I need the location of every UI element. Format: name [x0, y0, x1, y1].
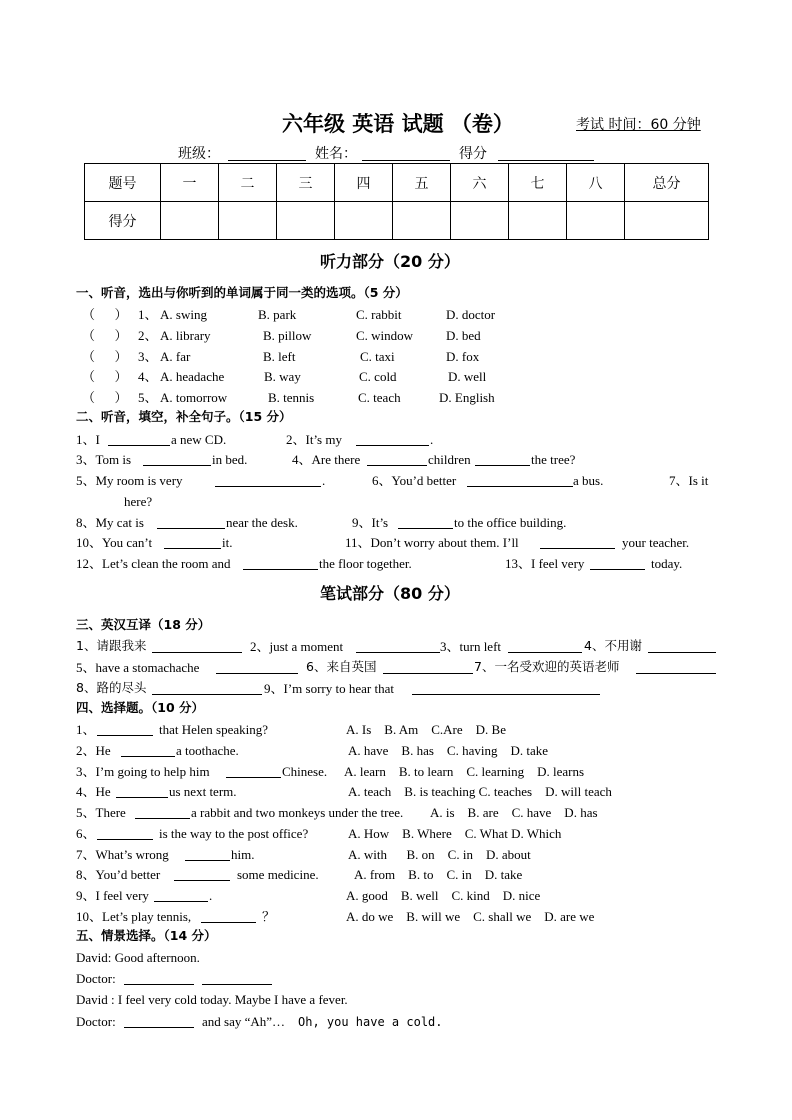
mc-7-blank[interactable]	[185, 849, 230, 861]
t6-blank[interactable]	[383, 662, 473, 674]
mc-6-stem: 6、	[76, 826, 96, 841]
option-c: C. window	[356, 328, 414, 343]
mc-10-blank[interactable]	[201, 911, 256, 923]
table-row	[85, 164, 709, 202]
q8-text: 8、My cat is	[76, 515, 144, 530]
part3-heading: 三、英汉互译（18 分）	[76, 617, 211, 632]
score-cell[interactable]	[451, 202, 509, 240]
q10-text: 10、You can’t	[76, 535, 153, 550]
q9-text-end: to the office building.	[454, 515, 567, 530]
option-b: B. tennis	[268, 390, 315, 405]
mc-6-blank[interactable]	[97, 828, 153, 840]
listening-heading: 听力部分（20 分）	[320, 252, 460, 271]
q8-text-end: near the desk.	[226, 515, 298, 530]
q11-text: 11、Don’t worry about them. I’ll	[345, 535, 519, 550]
table-cell: 五	[393, 164, 451, 202]
mc-7-options: A. with B. on C. in D. about	[348, 847, 531, 862]
mc-10-stem: 10、Let’s play tennis,	[76, 909, 192, 924]
dialog-line: and say “Ah”…	[202, 1014, 286, 1029]
q3-text-end: in bed.	[212, 452, 248, 467]
mc-7-stem: 7、What’s wrong	[76, 847, 169, 862]
q4-blank-2[interactable]	[475, 454, 530, 466]
option-d: D. doctor	[446, 307, 496, 322]
dialog-line: David: Good afternoon.	[76, 950, 200, 965]
mc-3-stem-end: Chinese.	[282, 764, 328, 779]
option-a: A. tomorrow	[160, 390, 228, 405]
item-number: 3、	[138, 349, 158, 364]
q11-text-end: your teacher.	[622, 535, 690, 550]
mc-3-blank[interactable]	[226, 766, 281, 778]
mc-6-options: A. How B. Where C. What D. Which	[348, 826, 562, 841]
name-label: 姓名：	[315, 146, 357, 162]
q6-text-end: a bus.	[573, 473, 604, 488]
q12-blank[interactable]	[243, 558, 318, 570]
q3-text: 3、Tom is	[76, 452, 132, 467]
option-d: D. English	[439, 390, 495, 405]
item-number: 1、	[138, 307, 158, 322]
mc-1-stem-end: that Helen speaking?	[159, 722, 269, 737]
q12-text-end: the floor together.	[319, 556, 412, 571]
q4-text: 4、Are there	[292, 452, 361, 467]
item-number: 2、	[138, 328, 158, 343]
t8-blank[interactable]	[152, 683, 262, 695]
mc-5-stem-end: a rabbit and two monkeys under the tree.	[191, 805, 404, 820]
mc-7-stem-end: him.	[231, 847, 255, 862]
mc-1-blank[interactable]	[97, 724, 153, 736]
mc-5-blank[interactable]	[135, 807, 190, 819]
mc-1-stem: 1、	[76, 722, 96, 737]
table-cell: 七	[509, 164, 567, 202]
score-label: 得分	[459, 146, 487, 162]
dialog-line: David : I feel very cold today. Maybe I have a fever.	[76, 992, 348, 1007]
option-b: B. pillow	[263, 328, 312, 343]
option-a: A. swing	[160, 307, 207, 322]
q5-blank[interactable]	[215, 475, 321, 487]
q1-blank[interactable]	[108, 434, 170, 446]
q5-text: 5、My room is very	[76, 473, 183, 488]
q10-blank[interactable]	[164, 537, 221, 549]
mc-3-options: A. learn B. to learn C. learning D. learns	[344, 764, 585, 779]
q10-text-end: it.	[222, 535, 233, 550]
score-cell[interactable]	[277, 202, 335, 240]
dialog-line: Oh, you have a cold.	[298, 1015, 443, 1029]
table-cell: 六	[451, 164, 509, 202]
score-blank[interactable]	[498, 149, 594, 161]
mc-4-blank[interactable]	[116, 786, 168, 798]
score-cell[interactable]	[393, 202, 451, 240]
q2-text-end: .	[430, 432, 434, 447]
score-cell[interactable]	[219, 202, 277, 240]
option-c: C. taxi	[360, 349, 395, 364]
mc-2-stem-end: a toothache.	[176, 743, 239, 758]
q8-blank[interactable]	[157, 517, 225, 529]
dialog-line: Doctor:	[76, 1014, 116, 1029]
option-c: C. teach	[358, 390, 401, 405]
table-cell: 得分	[85, 202, 161, 240]
mc-9-options: A. good B. well C. kind D. nice	[346, 888, 541, 903]
option-c: C. rabbit	[356, 307, 402, 322]
part5-heading: 五、情景选择。（14 分）	[76, 928, 217, 943]
mc-4-options: A. teach B. is teaching C. teaches D. will teach	[348, 784, 612, 799]
score-table	[84, 163, 709, 240]
list-item: （ ）	[82, 369, 128, 384]
option-d: D. fox	[446, 349, 480, 364]
t1-blank[interactable]	[152, 641, 242, 653]
part2-heading: 二、听音，填空，补全句子。（15 分）	[76, 409, 292, 424]
dialog-blank-2[interactable]	[202, 973, 272, 985]
list-item: （ ）	[82, 328, 128, 343]
table-row	[85, 202, 709, 240]
t7-text: 7、一名受欢迎的英语老师	[474, 659, 620, 674]
list-item: （ ）	[82, 390, 128, 405]
part4-heading: 四、选择题。（10 分）	[76, 700, 204, 715]
option-b: B. park	[258, 307, 297, 322]
q3-blank[interactable]	[143, 454, 211, 466]
mc-1-options: A. Is B. Am C.Are D. Be	[346, 722, 506, 737]
part1-heading: 一、听音，选出与你听到的单词属于同一类的选项。（5 分）	[76, 285, 408, 300]
t7-blank[interactable]	[636, 662, 716, 674]
score-cell[interactable]	[625, 202, 709, 240]
mc-3-stem: 3、I’m going to help him	[76, 764, 210, 779]
mc-8-stem-end: some medicine.	[237, 867, 319, 882]
list-item: （ ）	[82, 307, 128, 322]
option-c: C. cold	[359, 369, 397, 384]
dialog-blank-3[interactable]	[124, 1016, 194, 1028]
t4-text: 4、不用谢	[584, 638, 642, 653]
dialog-line: Doctor:	[76, 971, 116, 986]
table-cell: 一	[161, 164, 219, 202]
score-cell[interactable]	[335, 202, 393, 240]
t4-blank[interactable]	[648, 641, 716, 653]
item-number: 4、	[138, 369, 158, 384]
table-cell: 总分	[625, 164, 709, 202]
t5-blank[interactable]	[216, 662, 298, 674]
option-a: A. far	[160, 349, 191, 364]
dialog-blank-1[interactable]	[124, 973, 194, 985]
option-a: A. headache	[160, 369, 225, 384]
class-blank[interactable]	[228, 149, 306, 161]
mc-6-stem-end: is the way to the post office?	[159, 826, 309, 841]
q11-blank[interactable]	[540, 537, 615, 549]
q2-blank[interactable]	[356, 434, 429, 446]
list-item: （ ）	[82, 349, 128, 364]
option-b: B. left	[263, 349, 296, 364]
table-cell: 三	[277, 164, 335, 202]
mc-8-stem: 8、You’d better	[76, 867, 161, 882]
mc-10-options: A. do we B. will we C. shall we D. are we	[346, 909, 595, 924]
writing-heading: 笔试部分（80 分）	[320, 584, 460, 603]
q1-text-end: a new CD.	[171, 432, 227, 447]
q12-text: 12、Let’s clean the room and	[76, 556, 231, 571]
q9-text: 9、It’s	[352, 515, 389, 530]
t8-text: 8、路的尽头	[76, 680, 147, 695]
option-d: D. well	[448, 369, 487, 384]
q13-blank[interactable]	[590, 558, 645, 570]
q2-text: 2、It’s my	[286, 432, 342, 447]
mc-10-stem-end: ？	[262, 909, 276, 924]
mc-9-stem-end: .	[209, 888, 213, 903]
mc-9-blank[interactable]	[154, 890, 208, 902]
t3-blank[interactable]	[508, 641, 582, 653]
q6-text: 6、You’d better	[372, 473, 457, 488]
q4-blank-1[interactable]	[367, 454, 427, 466]
mc-8-options: A. from B. to C. in D. take	[354, 867, 523, 882]
mc-2-stem: 2、He	[76, 743, 111, 758]
q4-text-end: the tree?	[531, 452, 576, 467]
mc-4-stem: 4、He	[76, 784, 111, 799]
table-cell: 四	[335, 164, 393, 202]
q7-text-end: here?	[124, 494, 153, 509]
exam-time: 考试 时间：60 分钟	[576, 117, 701, 133]
mc-2-blank[interactable]	[121, 745, 175, 757]
mc-5-stem: 5、There	[76, 805, 126, 820]
item-number: 5、	[138, 390, 158, 405]
t3-text: 3、turn left	[440, 639, 502, 654]
q5-text-end: .	[322, 473, 326, 488]
table-cell: 题号	[85, 164, 161, 202]
q13-text-end: today.	[651, 556, 683, 571]
q9-blank[interactable]	[398, 517, 453, 529]
score-cell[interactable]	[509, 202, 567, 240]
mc-9-stem: 9、I feel very	[76, 888, 149, 903]
name-blank[interactable]	[362, 149, 450, 161]
option-a: A. library	[160, 328, 211, 343]
option-b: B. way	[264, 369, 301, 384]
t2-text: 2、just a moment	[250, 639, 344, 654]
t9-text: 9、I’m sorry to hear that	[264, 681, 394, 696]
class-label: 班级：	[178, 146, 220, 162]
option-d: D. bed	[446, 328, 481, 343]
page-title: 六年级 英语 试题 （卷）	[282, 111, 514, 136]
mc-4-stem-end: us next term.	[169, 784, 237, 799]
q7-text: 7、Is it	[669, 473, 709, 488]
table-cell: 二	[219, 164, 277, 202]
q6-blank[interactable]	[467, 475, 573, 487]
mc-5-options: A. is B. are C. have D. has	[430, 805, 598, 820]
q1-text: 1、I	[76, 432, 100, 447]
mc-8-blank[interactable]	[174, 869, 230, 881]
t1-text: 1、请跟我来	[76, 638, 147, 653]
score-cell[interactable]	[567, 202, 625, 240]
table-cell: 八	[567, 164, 625, 202]
mc-2-options: A. have B. has C. having D. take	[348, 743, 549, 758]
score-cell[interactable]	[161, 202, 219, 240]
q13-text: 13、I feel very	[505, 556, 585, 571]
q4-text-mid: children	[428, 452, 471, 467]
t2-blank[interactable]	[356, 641, 440, 653]
t5-text: 5、have a stomachache	[76, 660, 200, 675]
t6-text: 6、来自英国	[306, 659, 377, 674]
t9-blank[interactable]	[412, 683, 600, 695]
